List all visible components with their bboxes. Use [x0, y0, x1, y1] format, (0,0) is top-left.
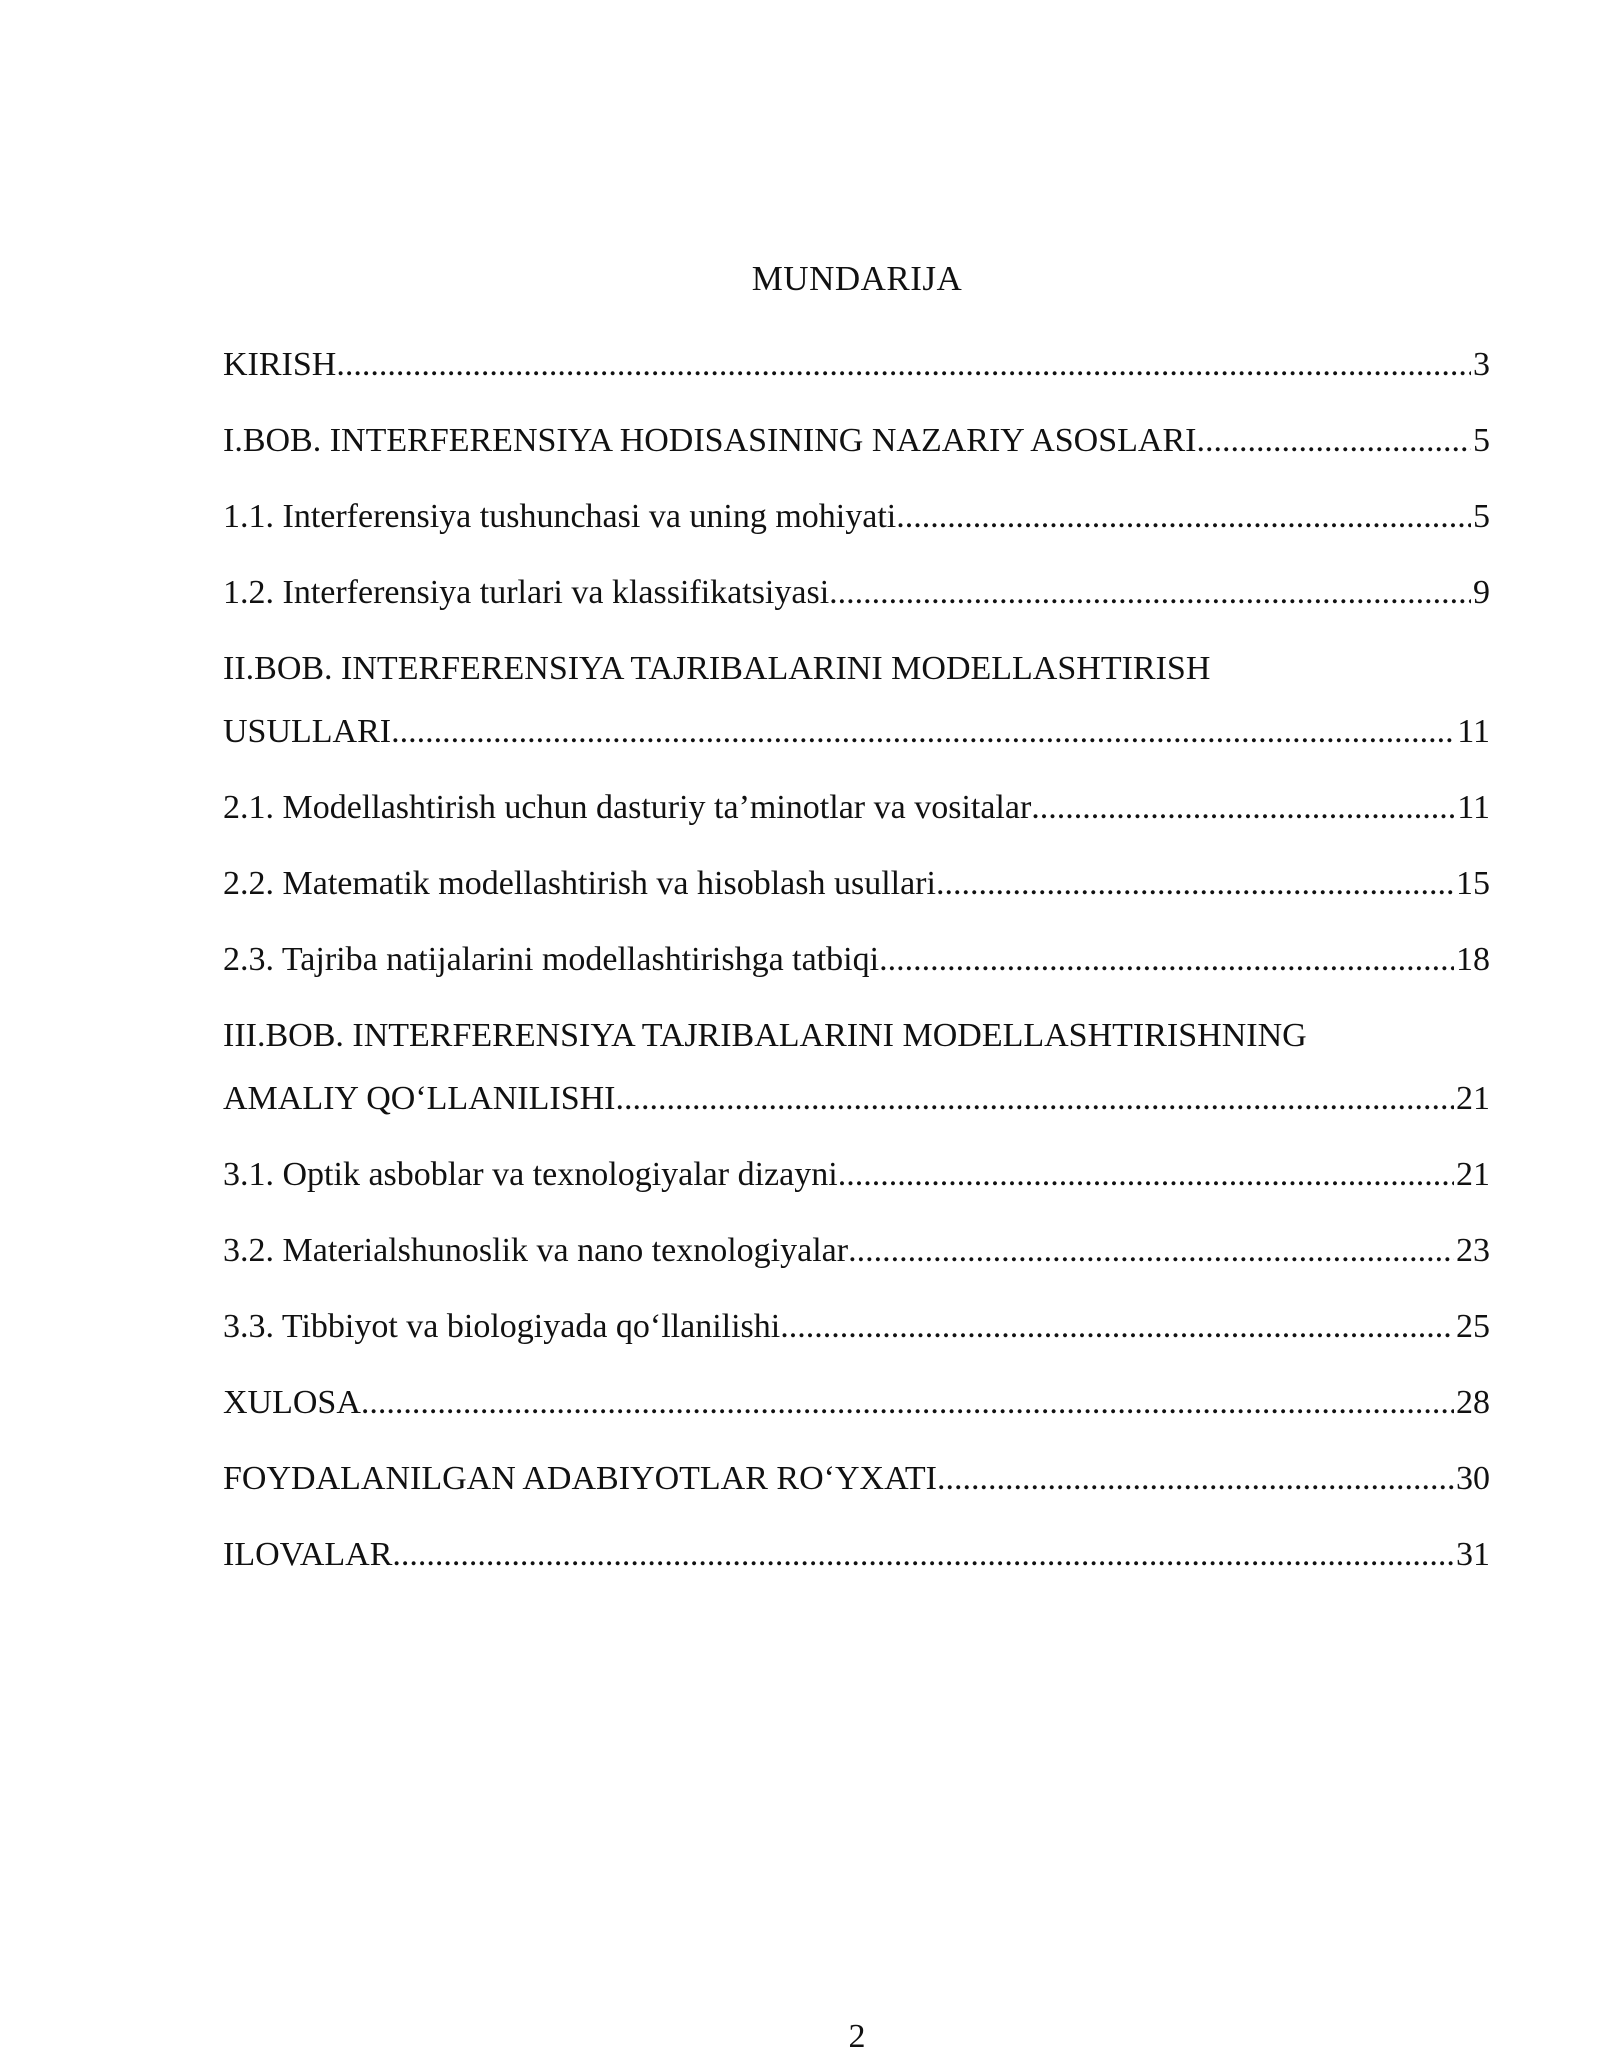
toc-entry-page: 18: [1456, 941, 1490, 978]
toc-entry-page: 30: [1456, 1460, 1490, 1497]
toc-entry-label: USULLARI: [223, 713, 392, 750]
toc-leader-dots: [391, 710, 1455, 754]
toc-entry-heading: II.BOB. INTERFERENSIYA TAJRIBALARINI MODELLASHTIRISH: [223, 650, 1211, 687]
toc-entry: [223, 1014, 1490, 1121]
toc-entry-label: I.BOB. INTERFERENSIYA HODISASINING NAZARIY ASOSLARI: [223, 422, 1197, 459]
toc-entry-page: 11: [1457, 789, 1490, 826]
toc-entry-label: 1.2. Interferensiya turlari va klassifikatsiyasi: [223, 574, 830, 611]
toc-entry: [223, 862, 1490, 906]
toc-entry-label: FOYDALANILGAN ADABIYOTLAR RO‘YXATI: [223, 1460, 937, 1497]
toc-entry: [223, 1305, 1490, 1349]
toc-entry-page: 3: [1473, 346, 1490, 383]
toc-leader-dots: [361, 1381, 1454, 1425]
toc-entry: [223, 938, 1490, 982]
table-of-contents: [223, 343, 1490, 1609]
toc-entry-label: XULOSA: [223, 1384, 361, 1421]
toc-entry: [223, 1229, 1490, 1273]
toc-entry-label: 3.3. Tibbiyot va biologiyada qo‘llanilishi: [223, 1308, 781, 1345]
toc-entry-page: 21: [1456, 1080, 1490, 1117]
toc-leader-dots: [616, 1077, 1455, 1121]
toc-leader-dots: [879, 938, 1454, 982]
toc-entry: [223, 647, 1490, 754]
toc-entry-label: ILOVALAR: [223, 1536, 393, 1573]
toc-entry-page: 23: [1456, 1232, 1490, 1269]
toc-entry-page: 28: [1456, 1384, 1490, 1421]
toc-title: MUNDARIJA: [751, 259, 963, 298]
toc-leader-dots: [336, 343, 1471, 387]
toc-leader-dots: [392, 1533, 1454, 1577]
toc-leader-dots: [937, 1457, 1454, 1501]
toc-entry-label: 2.3. Tajriba natijalarini modellashtirishga tatbiqi: [223, 941, 880, 978]
toc-entry-page: 21: [1456, 1156, 1490, 1193]
toc-leader-dots: [1196, 419, 1471, 463]
toc-entry-label: 3.2. Materialshunoslik va nano texnologiyalar: [223, 1232, 849, 1269]
toc-entry-label: 3.1. Optik asboblar va texnologiyalar dizayni: [223, 1156, 838, 1193]
page-number: 2: [848, 2018, 866, 2055]
toc-entry-page: 25: [1456, 1308, 1490, 1345]
toc-entry-label: 2.1. Modellashtirish uchun dasturiy ta’minotlar va vositalar: [223, 789, 1032, 826]
toc-leader-dots: [848, 1229, 1454, 1273]
toc-leader-dots: [896, 495, 1471, 539]
toc-entry-page: 5: [1473, 422, 1490, 459]
toc-entry: [223, 343, 1490, 387]
toc-entry: [223, 786, 1490, 830]
toc-leader-dots: [829, 571, 1471, 615]
toc-entry: [223, 1457, 1490, 1501]
toc-entry-page: 9: [1473, 574, 1490, 611]
toc-entry-label: KIRISH: [223, 346, 337, 383]
toc-entry-page: 11: [1457, 713, 1490, 750]
toc-entry: [223, 419, 1490, 463]
toc-leader-dots: [780, 1305, 1454, 1349]
toc-entry: [223, 1381, 1490, 1425]
toc-entry-page: 31: [1456, 1536, 1490, 1573]
toc-leader-dots: [1031, 786, 1455, 830]
toc-entry: [223, 495, 1490, 539]
toc-entry-label: 1.1. Interferensiya tushunchasi va uning mohiyati: [223, 498, 897, 535]
toc-entry: [223, 1533, 1490, 1577]
toc-entry-page: 15: [1456, 865, 1490, 902]
toc-entry-page: 5: [1473, 498, 1490, 535]
toc-entry-label: 2.2. Matematik modellashtirish va hisoblash usullari: [223, 865, 936, 902]
toc-entry-label: AMALIY QO‘LLANILISHI: [223, 1080, 616, 1117]
toc-leader-dots: [936, 862, 1454, 906]
toc-entry: [223, 1153, 1490, 1197]
toc-entry: [223, 571, 1490, 615]
toc-leader-dots: [838, 1153, 1454, 1197]
toc-entry-heading: III.BOB. INTERFERENSIYA TAJRIBALARINI MODELLASHTIRISHNING: [223, 1017, 1307, 1054]
